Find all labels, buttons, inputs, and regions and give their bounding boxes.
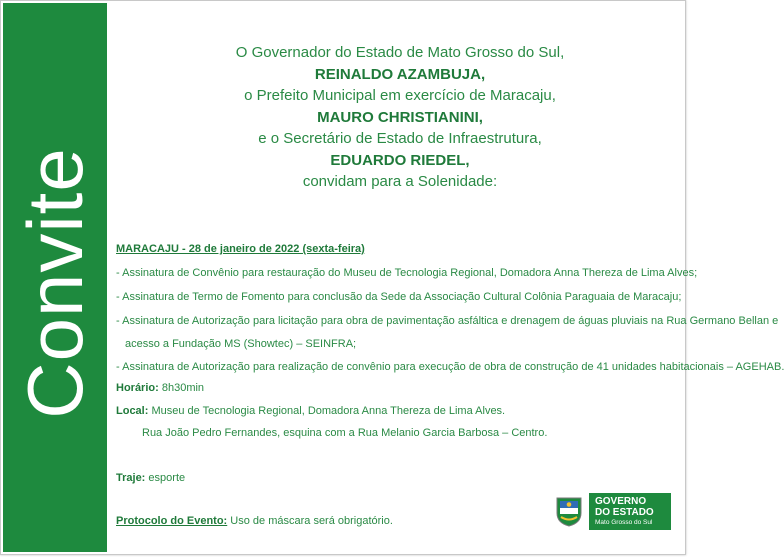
logo-line-3: Mato Grosso do Sul: [595, 519, 653, 526]
dress-value: esporte: [148, 472, 186, 484]
event-item-4: - Assinatura de Autorização para realização de convênio para execução de obra de construção de 41 unidades habitacionais – AGEHAB.: [116, 361, 784, 373]
event-heading: MARACAJU - 28 de janeiro de 2022 (sexta-feira): [116, 243, 365, 255]
governor-line: O Governador do Estado de Mato Grosso do Sul,: [235, 44, 565, 61]
secretary-line: e o Secretário de Estado de Infraestrutura,: [258, 130, 542, 147]
state-coat-of-arms-icon: [549, 493, 589, 530]
event-item-2: - Assinatura de Termo de Fomento para conclusão da Sede da Associação Cultural Colônia Paraguaia de Maracaju;: [116, 291, 682, 303]
protocol-label: Protocolo do Evento:: [116, 515, 228, 527]
location-value: Museu de Tecnologia Regional, Domadora Anna Thereza de Lima Alves.: [151, 405, 506, 417]
dress-row: [116, 472, 185, 484]
sidebar-banner: [3, 3, 107, 552]
mayor-name: MAURO CHRISTIANINI,: [317, 108, 483, 126]
governor-name: REINALDO AZAMBUJA,: [314, 65, 486, 83]
mayor-line: o Prefeito Municipal em exercício de Maracaju,: [244, 87, 556, 104]
dress-label: Traje:: [116, 472, 146, 484]
government-logo: [549, 493, 671, 530]
secretary-name: EDUARDO RIEDEL,: [330, 151, 470, 169]
location-label: Local:: [116, 405, 149, 417]
time-value: 8h30min: [161, 382, 205, 394]
invitation-header: [120, 42, 680, 193]
logo-line-2: DO ESTADO: [595, 507, 654, 518]
protocol-row: [116, 515, 393, 527]
logo-text-box: [589, 493, 671, 530]
invite-line: convidam para a Solenidade:: [302, 173, 498, 190]
event-item-3-cont: acesso a Fundação MS (Showtec) – SEINFRA;: [125, 338, 357, 350]
protocol-value: Uso de máscara será obrigatório.: [230, 515, 393, 527]
address-line: Rua João Pedro Fernandes, esquina com a Rua Melanio Garcia Barbosa – Centro.: [142, 427, 548, 439]
time-label: Horário:: [116, 382, 159, 394]
event-item-1: - Assinatura de Convênio para restauração do Museu de Tecnologia Regional, Domadora Anna Thereza de Lima Alves;: [116, 267, 698, 279]
logo-line-1: GOVERNO: [595, 496, 647, 507]
convite-title: Convite: [11, 147, 99, 419]
event-item-3: - Assinatura de Autorização para licitação para obra de pavimentação asfáltica e drenagem de águas pluviais na Rua Germano Bellan e: [116, 315, 779, 327]
location-row: [116, 405, 505, 417]
time-row: [116, 382, 204, 394]
